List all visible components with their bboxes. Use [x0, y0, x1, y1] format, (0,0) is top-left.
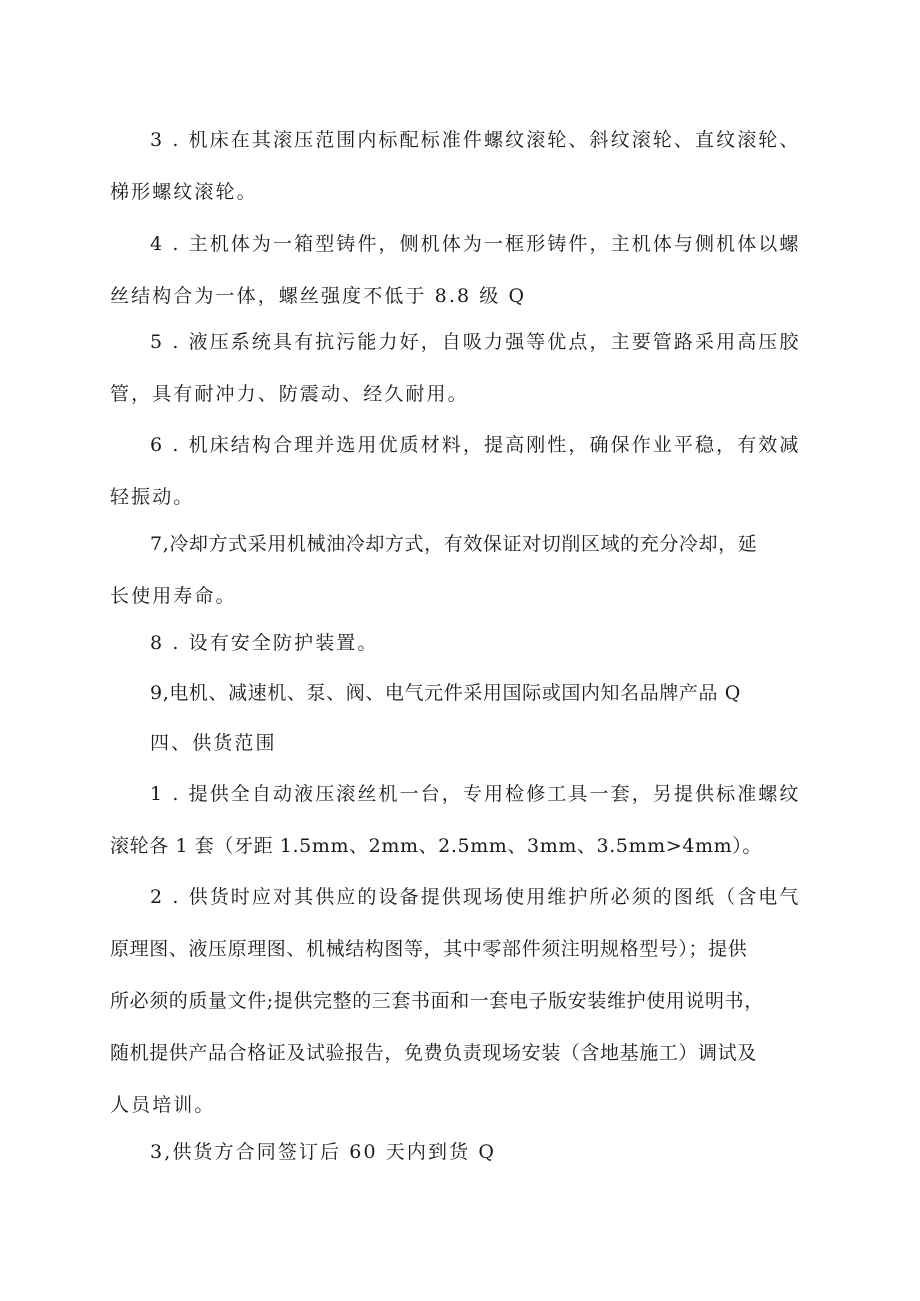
text-line: 管，具有耐冲力、防震动、经久耐用。 — [110, 383, 469, 405]
text-line: 丝结构合为一体，螺丝强度不低于 8.8 级 Q — [110, 285, 527, 307]
text-line: 4 . 主机体为一箱型铸件，侧机体为一框形铸件，主机体与侧机体以螺 — [150, 233, 801, 255]
text-line: 原理图、液压原理图、机械结构图等，其中零部件须注明规格型号）；提供 — [110, 938, 748, 960]
paragraph-supply-1 — [110, 768, 825, 872]
text-line: 1 . 提供全自动液压滚丝机一台，专用检修工具一套，另提供标准螺纹 — [150, 783, 801, 805]
paragraph-item-3 — [110, 114, 825, 218]
paragraph-item-4 — [110, 218, 825, 322]
text-line: 轻振动。 — [110, 486, 195, 508]
text-line: 5 . 液压系统具有抗污能力好，自吸力强等优点，主要管路采用高压胶 — [150, 331, 801, 353]
paragraph-item-6 — [110, 419, 825, 523]
paragraph-item-9 — [110, 667, 825, 719]
paragraph-item-5 — [110, 316, 825, 420]
text-line: 9,电机、减速机、泵、阀、电气元件采用国际或国内知名品牌产品 Q — [150, 682, 741, 704]
text-line: 2 . 供货时应对其供应的设备提供现场使用维护所必须的图纸（含电气 — [150, 886, 801, 908]
section-heading-supply-scope — [110, 717, 825, 769]
paragraph-supply-2 — [110, 871, 825, 1131]
text-line: 8 . 设有安全防护装置。 — [150, 632, 379, 654]
paragraph-item-7 — [110, 518, 825, 622]
text-line: 3 . 机床在其滚压范围内标配标准件螺纹滚轮、斜纹滚轮、直纹滚轮、 — [150, 129, 801, 151]
text-line: 滚轮各 1 套（牙距 1.5mm、2mm、2.5mm、3mm、3.5mm>4mm）。 — [110, 835, 762, 857]
text-line: 随机提供产品合格证及试验报告，免费负责现场安装（含地基施工）调试及 — [110, 1042, 757, 1064]
text-line: 7,冷却方式采用机械油冷却方式，有效保证对切削区域的充分冷却，延 — [150, 533, 758, 555]
text-line: 人员培训。 — [110, 1094, 216, 1116]
text-line: 所必须的质量文件;提供完整的三套书面和一套电子版安装维护使用说明书， — [110, 990, 764, 1012]
paragraph-supply-3 — [110, 1126, 825, 1178]
text-line: 梯形螺纹滚轮。 — [110, 181, 258, 203]
text-line: 6 . 机床结构合理并选用优质材料，提高刚性，确保作业平稳，有效减 — [150, 434, 801, 456]
paragraph-item-8 — [110, 617, 825, 669]
text-line: 3,供货方合同签订后 60 天内到货 Q — [150, 1141, 497, 1163]
section-heading-text: 四、供货范围 — [150, 732, 277, 754]
text-line: 长使用寿命。 — [110, 585, 237, 607]
